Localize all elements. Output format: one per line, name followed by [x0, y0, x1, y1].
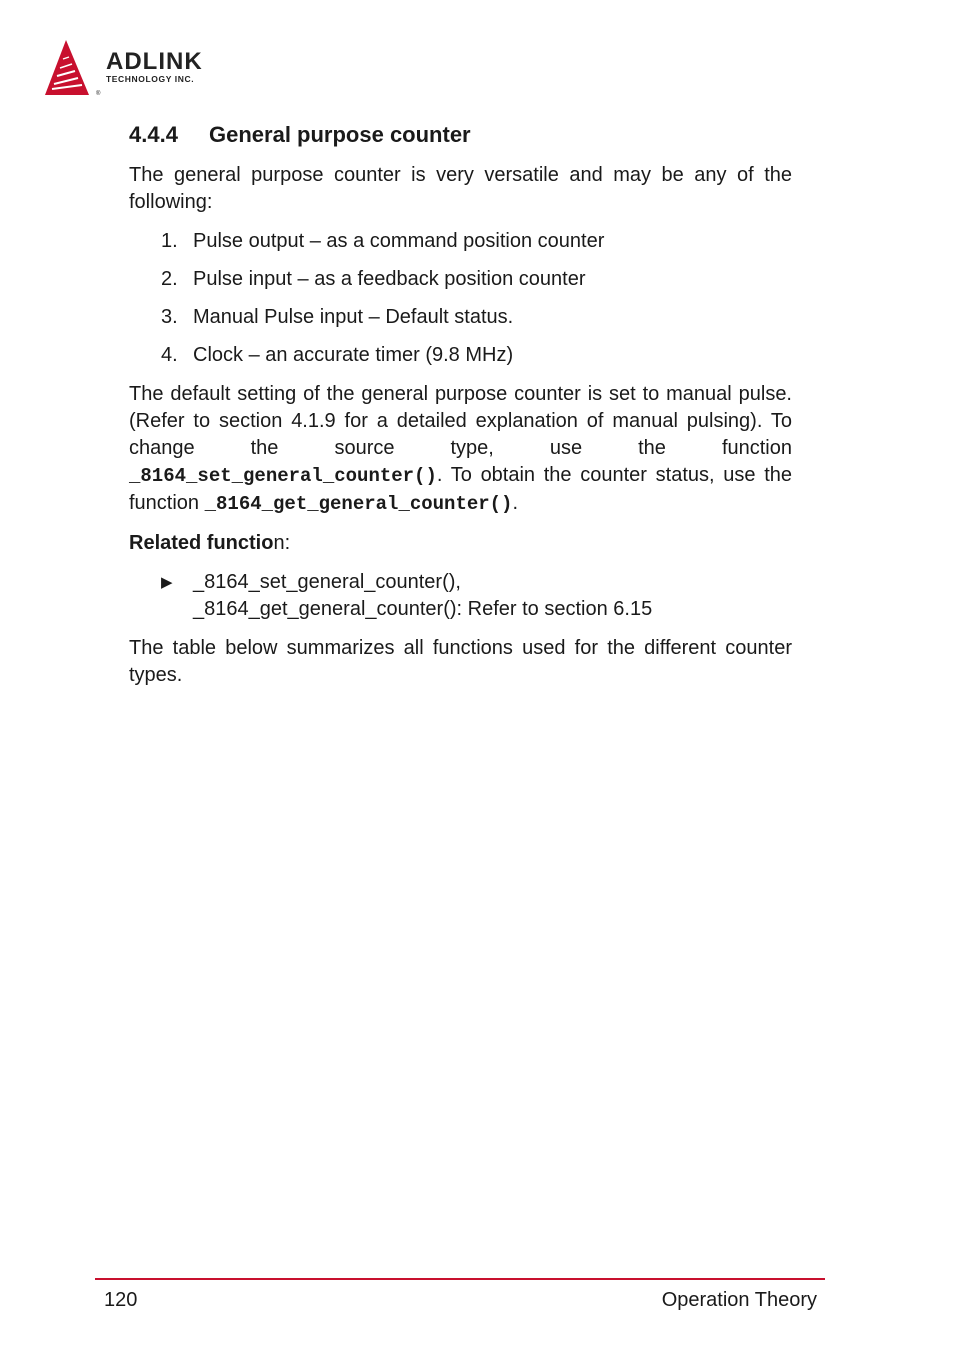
- footer-divider: [95, 1278, 825, 1280]
- page-number: 120: [104, 1289, 138, 1311]
- related-function-label: [129, 530, 792, 557]
- list-item-number: 2.: [161, 268, 178, 290]
- related-function-line: _8164_set_general_counter(),: [193, 571, 461, 593]
- set-counter-function-code: _8164_set_general_counter(): [129, 465, 437, 487]
- list-item: [129, 304, 792, 331]
- adlink-logo: [42, 38, 242, 100]
- list-item: [129, 228, 792, 255]
- default-setting-paragraph: [129, 381, 792, 518]
- list-item-number: 1.: [161, 230, 178, 252]
- paragraph-text: . To obtain the counter status, use the function: [129, 464, 792, 514]
- list-item-text: Clock – an accurate timer (9.8 MHz): [193, 344, 514, 366]
- list-item-text: Pulse output – as a command position counter: [193, 230, 605, 252]
- registered-mark: ®: [96, 91, 101, 97]
- list-item-number: 3.: [161, 306, 178, 328]
- intro-paragraph: The general purpose counter is very versatile and may be any of the following:: [129, 164, 792, 213]
- list-item: [129, 342, 792, 369]
- section-title: General purpose counter: [209, 122, 471, 147]
- list-item: [129, 266, 792, 293]
- logo-tagline: TECHNOLOGY INC.: [106, 74, 195, 84]
- adlink-triangle-icon: [42, 38, 102, 98]
- paragraph-text: The default setting of the general purpose counter is set to manual pulse. (Refer to section 4.1.9 for a detailed explanation of manual pulsing). To change the source type, use the function: [129, 383, 792, 459]
- section-number: 4.4.4: [129, 122, 178, 147]
- closing-paragraph: The table below summarizes all functions used for the different counter types.: [129, 637, 792, 686]
- list-item-number: 4.: [161, 344, 178, 366]
- chapter-title: Operation Theory: [661, 1289, 817, 1311]
- main-content: [129, 120, 792, 701]
- list-item-text: Manual Pulse input – Default status.: [193, 306, 514, 328]
- bullet-arrow-icon: ▶: [161, 574, 173, 591]
- related-label-rest: n:: [273, 532, 291, 554]
- get-counter-function-code: _8164_get_general_counter(): [204, 493, 513, 515]
- related-function-item: [129, 569, 792, 623]
- counter-types-list: [129, 228, 792, 369]
- logo-name: ADLINK: [106, 48, 203, 75]
- paragraph-text: .: [512, 492, 519, 514]
- list-item-text: Pulse input – as a feedback position counter: [193, 268, 586, 290]
- related-label-bold: Related functio: [129, 532, 274, 554]
- related-function-text: [193, 569, 652, 623]
- section-heading: [129, 120, 792, 150]
- related-functions-list: [129, 569, 792, 623]
- related-function-line: _8164_get_general_counter(): Refer to section 6.15: [193, 598, 653, 620]
